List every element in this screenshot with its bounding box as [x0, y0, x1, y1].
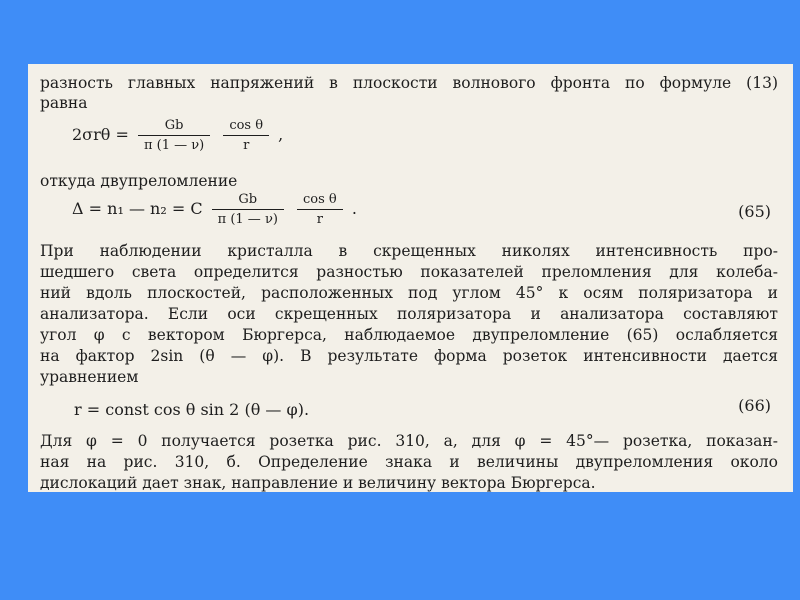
- text-line-12: ная на рис. 310, б. Определение знака и величины двупреломления около: [40, 453, 778, 471]
- eq2-frac1-num: Gb: [212, 192, 284, 210]
- eq1-fraction-cos: [223, 118, 269, 153]
- text-line-5: шедшего света определится разностью показателей преломления для колеба-: [40, 263, 778, 281]
- equation-66: r = const cos θ sin 2 (θ — φ).: [74, 400, 310, 419]
- eq2-lhs: Δ = n₁ — n₂ = C: [72, 199, 203, 218]
- text-line-13: дислокаций дает знак, направление и величину вектора Бюргерса.: [40, 474, 596, 492]
- text-line-10: уравнением: [40, 368, 139, 386]
- eq2-frac1-den: π (1 — ν): [217, 212, 278, 227]
- text-line-3: откуда двупреломление: [40, 172, 238, 190]
- eq1-lhs: 2σrθ =: [72, 125, 129, 144]
- eq1-frac1-num: Gb: [138, 118, 210, 136]
- text-line-9: на фактор 2sin (θ — φ). В результате форма розеток интенсивности дается: [40, 347, 778, 365]
- eq2-frac2-num: cos θ: [297, 192, 343, 210]
- equation-65: [72, 192, 357, 227]
- eq2-tail: .: [351, 199, 357, 218]
- eq2-fraction-cos: [297, 192, 343, 227]
- eq2-fraction-gb: [212, 192, 284, 227]
- text-line-1: разность главных напряжений в плоскости волнового фронта по формуле (13): [40, 74, 778, 92]
- text-line-11: Для φ = 0 получается розетка рис. 310, а, для φ = 45°— розетка, показан-: [40, 432, 778, 450]
- eq2-frac2-den: r: [316, 212, 323, 227]
- book-page: [28, 64, 793, 492]
- text-line-2: равна: [40, 94, 88, 112]
- equation-number-65: (65): [738, 202, 771, 221]
- equation-number-66: (66): [738, 396, 771, 415]
- text-line-7: анализатора. Если оси скрещенных поляризатора и анализатора составляют: [40, 305, 778, 323]
- eq1-frac2-den: r: [243, 138, 250, 153]
- equation-2sigma: [72, 118, 283, 153]
- text-line-6: ний вдоль плоскостей, расположенных под углом 45° к осям поляризатора и: [40, 284, 778, 302]
- eq1-frac1-den: π (1 — ν): [143, 138, 205, 153]
- text-line-4: При наблюдении кристалла в скрещенных николях интенсивность про-: [40, 242, 778, 260]
- eq1-fraction-gb: [138, 118, 210, 153]
- text-line-8: угол φ с вектором Бюргерса, наблюдаемое двупреломление (65) ослабляется: [40, 326, 778, 344]
- eq1-frac2-num: cos θ: [223, 118, 269, 136]
- eq1-tail: ,: [278, 125, 284, 144]
